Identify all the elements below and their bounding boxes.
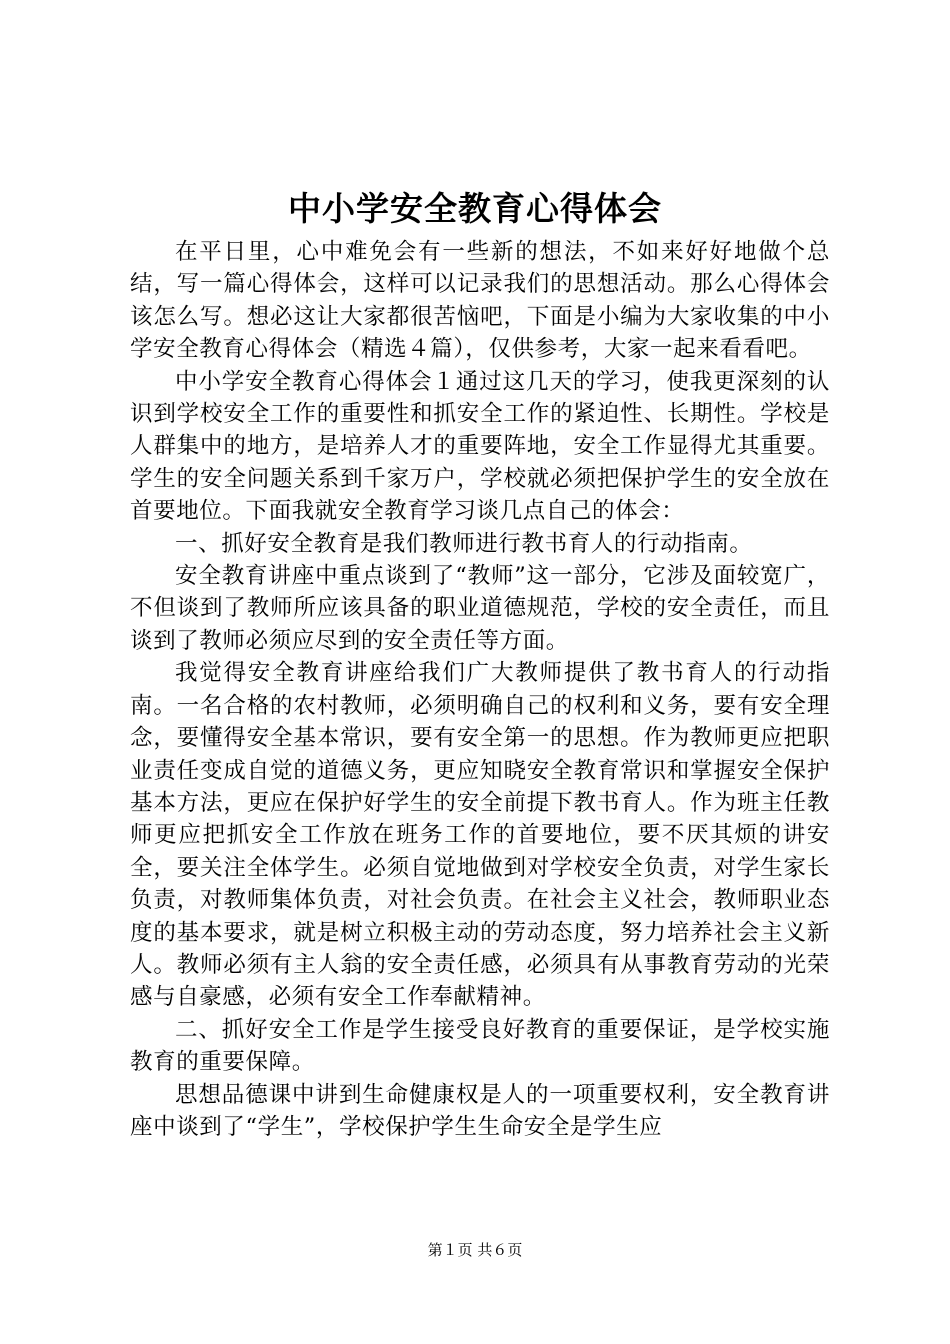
document-body: [130, 236, 830, 1143]
paragraph-intro: 在平日里，心中难免会有一些新的想法，不如来好好地做个总结，写一篇心得体会，这样可以记录我们的思想活动。那么心得体会该怎么写。想必这让大家都很苦恼吧，下面是小编为大家收集的中小学安全教育心得体会（精选４篇），仅供参考，大家一起来看看吧。: [130, 239, 830, 363]
page-number-footer: 第１页 共６页: [427, 1241, 523, 1259]
paragraph-lecture-teacher: 安全教育讲座中重点谈到了“教师”这一部分，它涉及面较宽广，不但谈到了教师所应该具备的职业道德规范，学校的安全责任，而且谈到了教师必须应尽到的安全责任等方面。: [130, 563, 830, 654]
paragraph-moral-class: 思想品德课中讲到生命健康权是人的一项重要权利，安全教育讲座中谈到了“学生”，学校保护学生生命安全是学生应: [130, 1081, 830, 1140]
paragraph-heading-1: 一、抓好安全教育是我们教师进行教书育人的行动指南。: [175, 530, 753, 557]
paragraph-experience-1: 中小学安全教育心得体会１通过这几天的学习，使我更深刻的认识到学校安全工作的重要性和抓安全工作的紧迫性、长期性。学校是人群集中的地方，是培养人才的重要阵地，安全工作显得尤其重要。学生的安全问题关系到千家万户，学校就必须把保护学生的安全放在首要地位。下面我就安全教育学习谈几点自己的体会：: [130, 368, 830, 525]
document-title: 中小学安全教育心得体会: [288, 189, 662, 228]
paragraph-heading-2: 二、抓好安全工作是学生接受良好教育的重要保证，是学校实施教育的重要保障。: [130, 1016, 830, 1076]
paragraph-guidance: 我觉得安全教育讲座给我们广大教师提供了教书育人的行动指南。一名合格的农村教师，必须明确自己的权利和义务，要有安全理念，要懂得安全基本常识，要有安全第一的思想。作为教师更应把职业责任变成自觉的道德义务，更应知晓安全教育常识和掌握安全保护基本方法，更应在保护好学生的安全前提下教书育人。作为班主任教师更应把抓安全工作放在班务工作的首要地位，要不厌其烦的讲安全，要关注全体学生。必须自觉地做到对学校安全负责，对学生家长负责，对教师集体负责，对社会负责。在社会主义社会，教师职业态度的基本要求，就是树立积极主动的劳动态度，努力培养社会主义新人。教师必须有主人翁的安全责任感，必须具有从事教育劳动的光荣感与自豪感，必须有安全工作奉献精神。: [130, 660, 830, 1011]
